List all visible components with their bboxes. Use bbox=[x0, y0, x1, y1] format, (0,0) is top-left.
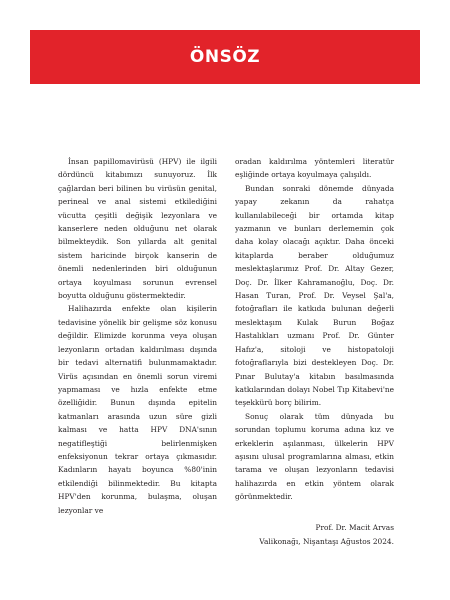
paragraph: Bundan sonraki dönemde dünyada yapay zekanın da rahatça kullanılabileceği bir ortamda kitap yazmanın ve bunları derlememin çok daha kolay olacağı açıktır. Daha önceki kitaplarda beraber olduğumuz meslektaşlarımız Prof. Dr. Altay Gezer, Doç. Dr. İlker Kahramanoğlu, Doç. Dr. Hasan Turan, Prof. Dr. Veysel Şal'a, fotoğrafları ile katkıda bulunan değerli meslektaşım Kulak Burun Boğaz Hastalıkları uzmanı Prof. Dr. Günter Hafız'a, sitoloji ve histopatoloji fotoğraflarıyla bizi destekleyen Doç. Dr. Pınar Bulutay'a kitabın basılmasında katkılarından dolayı Nobel Tıp Kitabevi'ne teşekkürü borç bilirim. bbox=[235, 183, 394, 408]
paragraph: Sonuç olarak tüm dünyada bu sorundan toplumu koruma adına kız ve erkeklerin aşılanması, ülkelerin HPV aşısını ulusal programlarına alması, etkin tarama ve oluşan lezyonların tedavisi halihazırda en etkin yöntem olarak görünmektedir. bbox=[235, 411, 394, 502]
left-column bbox=[58, 155, 217, 515]
preface-body bbox=[58, 155, 394, 515]
right-column bbox=[235, 155, 394, 510]
title-banner bbox=[30, 30, 420, 84]
paragraph: oradan kaldırılma yöntemleri literatür eşliğinde ortaya koyulmaya çalışıldı. bbox=[235, 157, 394, 180]
paragraph: Halihazırda enfekte olan kişilerin tedavisine yönelik bir gelişme söz konusu değildir. Elimizde korunma veya oluşan lezyonların ortadan kaldırılması dışında bir tedavi alternatifi bulunmamaktadır. Virüs açısından en önemli sorun viremi yapmaması ve hızla enfekte etme özelliğidir. Bunun dışında epitelin katmanları arasında uzun süre gizli kalması ve hatta HPV DNA'sının negatifleştiği belirlenmişken enfeksiyonun tekrar ortaya çıkmasıdır. Kadınların hayatı boyunca %80'inin etkilendiği bilinmektedir. Bu kitapta HPV'den korunma, bulaşma, oluşan lezyonlar ve bbox=[58, 304, 217, 515]
signature-block bbox=[259, 521, 394, 549]
page-title: ÖNSÖZ bbox=[189, 47, 261, 67]
paragraph: İnsan papillomavirüsü (HPV) ile ilgili dördüncü kitabımızı sunuyoruz. İlk çağlardan beri bilinen bu virüsün genital, perineal ve anal sistemi etkilediğini vücutta çeşitli değişik lezyonlara ve kanserlere neden olduğunu net olarak bilmekteydik. Son yıllarda alt genital sistem haricinde birçok kanserin de önemli nedenlerinden biri olduğunun ortaya koyulması sorunun evrensel boyutta olduğunu göstermektedir. bbox=[58, 157, 217, 301]
author-name: Prof. Dr. Macit Arvas bbox=[315, 523, 394, 532]
place-date: Valikonağı, Nişantaşı Ağustos 2024. bbox=[259, 537, 394, 546]
